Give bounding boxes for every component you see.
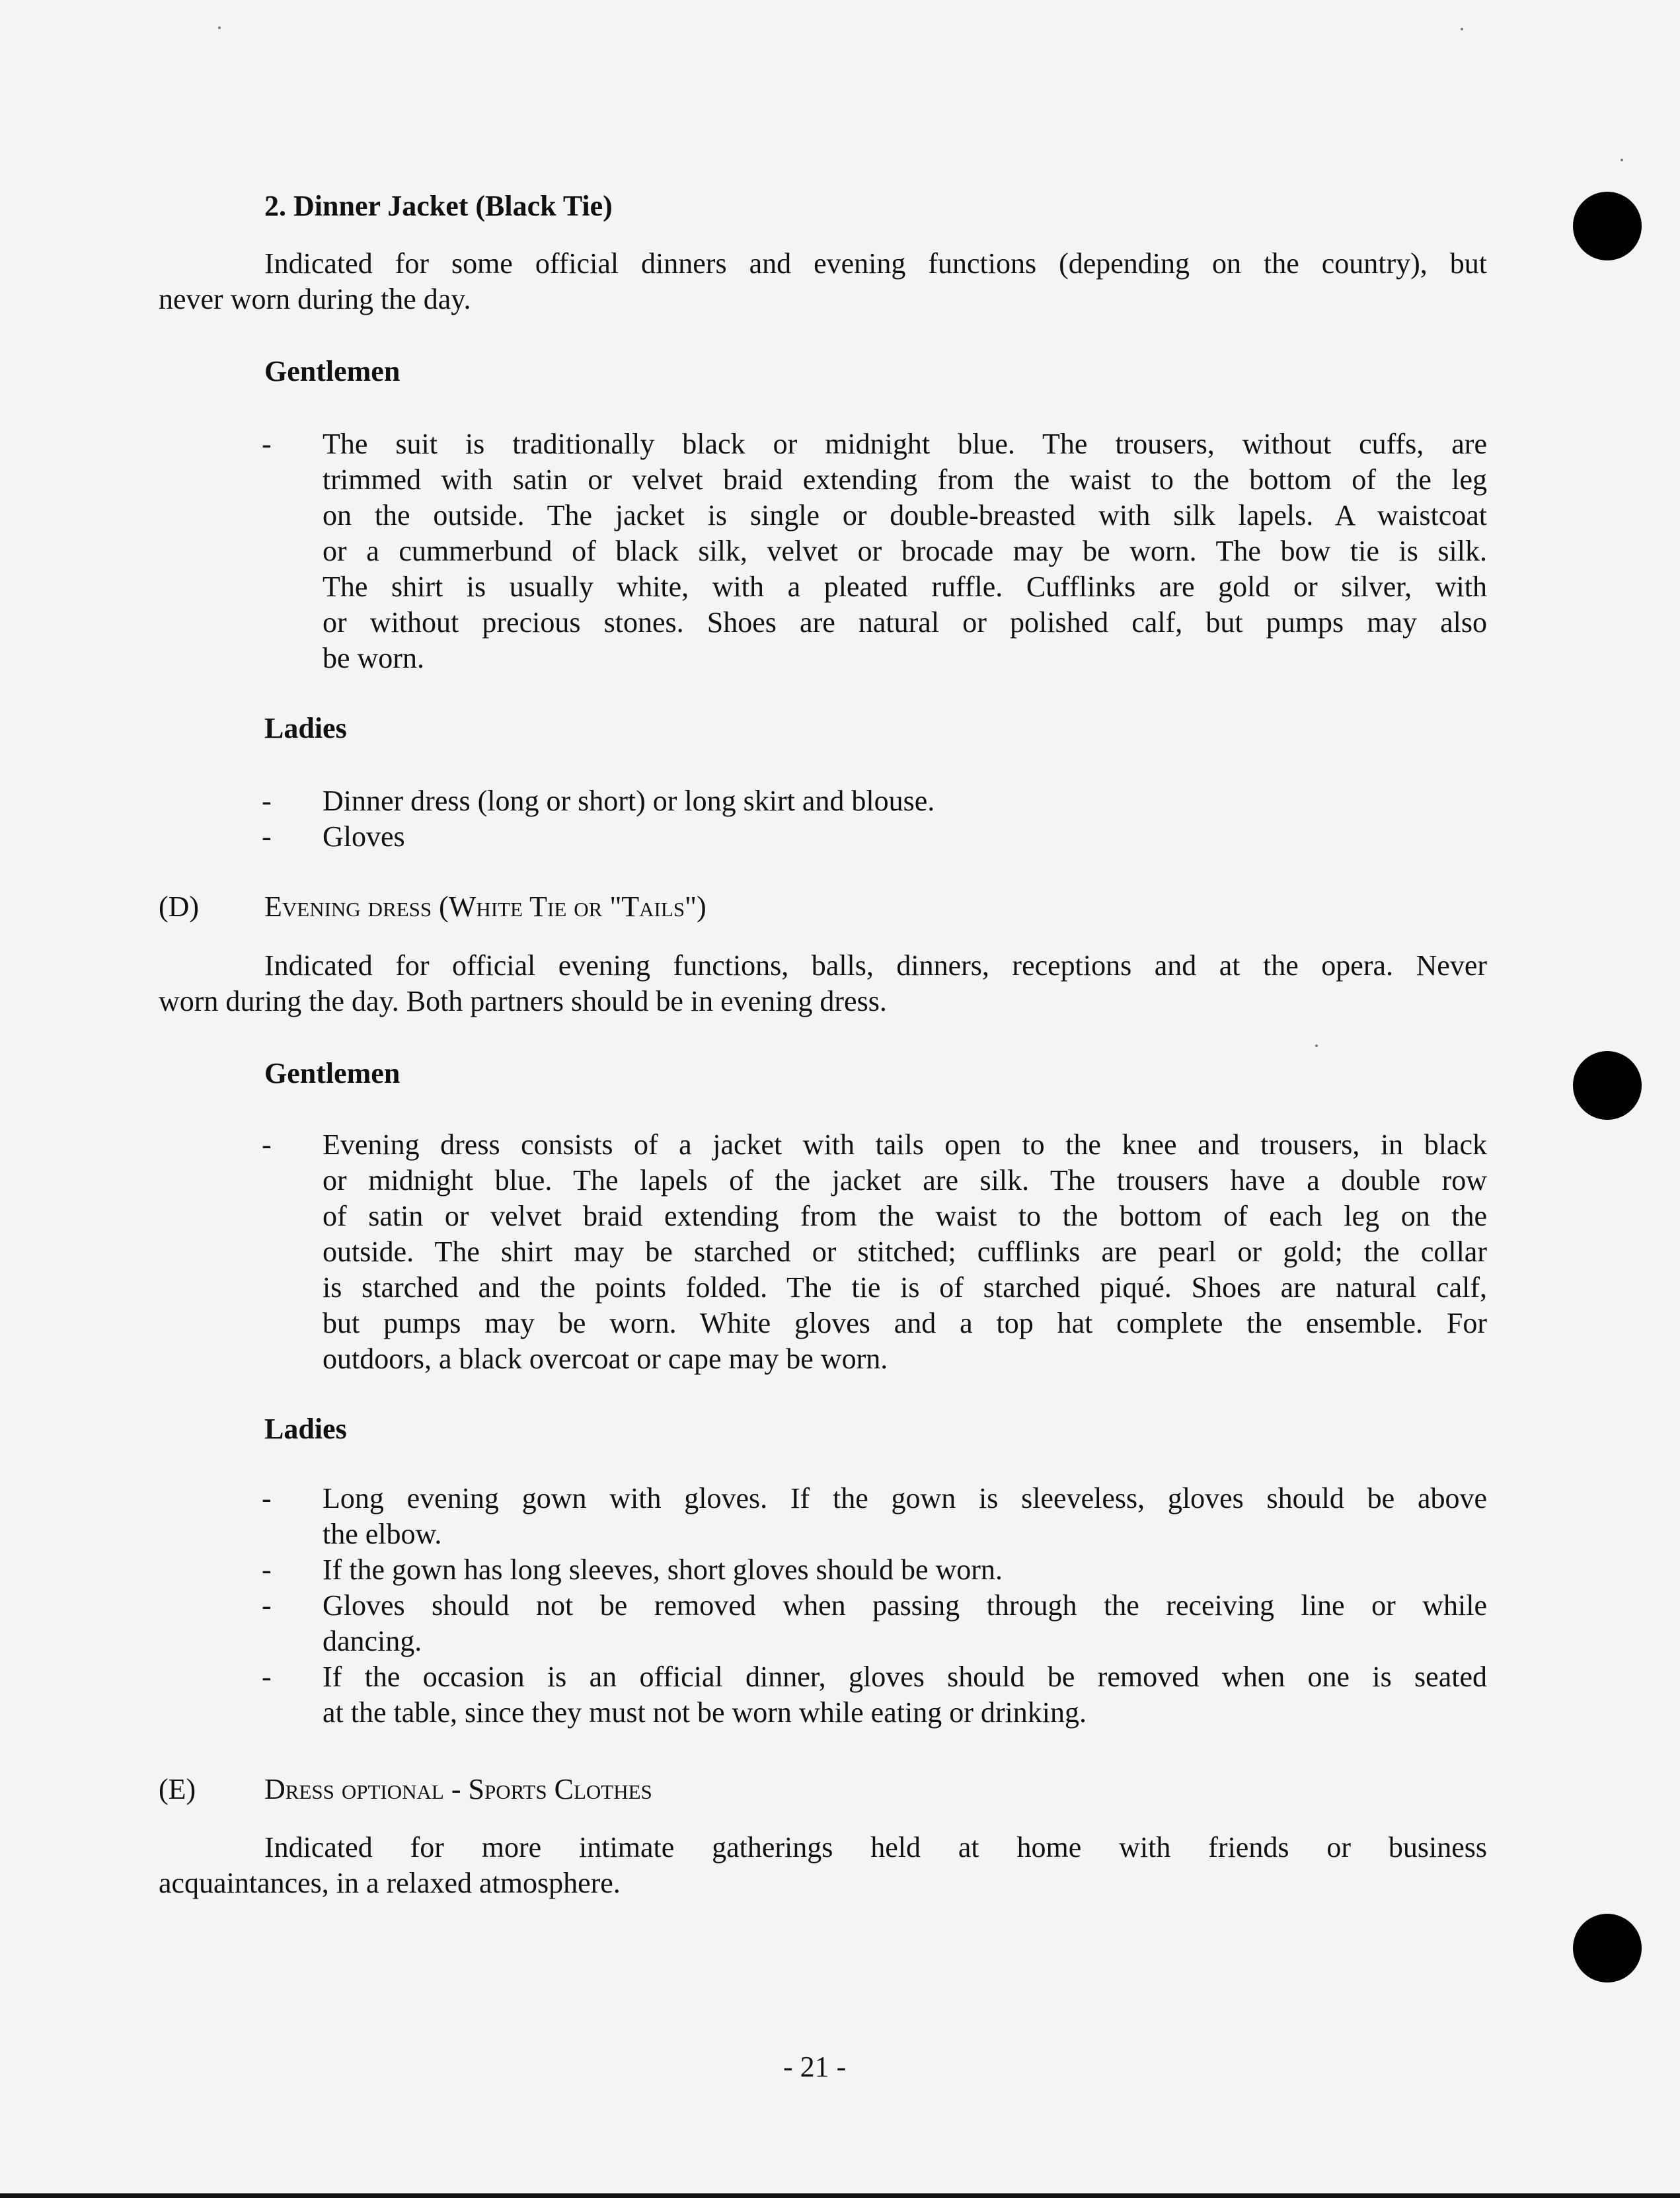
text-line: dancing. xyxy=(323,1625,422,1657)
page-number: - 21 - xyxy=(783,2051,847,2083)
list-item xyxy=(323,1659,1487,1731)
text-line: outdoors, a black overcoat or cape may be worn. xyxy=(323,1343,888,1375)
list-dash: - xyxy=(262,785,272,817)
speck xyxy=(1315,1044,1318,1047)
text-line: Evening dress consists of a jacket with tails open to the knee and trousers, in black xyxy=(323,1128,1487,1161)
subheading-ladies: Ladies xyxy=(264,712,347,744)
speck xyxy=(1461,28,1463,30)
list-dash: - xyxy=(262,1661,272,1693)
text-line: Indicated for some official dinners and evening functions (depending on the country), but xyxy=(264,247,1487,280)
text-line: If the occasion is an official dinner, gloves should be removed when one is seated xyxy=(323,1661,1487,1693)
text-line: never worn during the day. xyxy=(159,283,471,315)
text-line: The suit is traditionally black or midnight blue. The trousers, without cuffs, are xyxy=(323,428,1487,460)
text-line: of satin or velvet braid extending from the waist to the bottom of each leg on the xyxy=(323,1200,1487,1232)
speck xyxy=(218,26,221,29)
text-line: is starched and the points folded. The tie is of starched piqué. Shoes are natural calf, xyxy=(323,1271,1487,1304)
text-line: The shirt is usually white, with a pleated ruffle. Cufflinks are gold or silver, with xyxy=(323,570,1487,603)
text-line: worn during the day. Both partners should be in evening dress. xyxy=(159,985,887,1017)
section-heading-dinner-jacket: 2. Dinner Jacket (Black Tie) xyxy=(264,190,613,222)
scan-bottom-edge xyxy=(0,2193,1680,2198)
text-line: Indicated for more intimate gatherings held at home with friends or business xyxy=(264,1831,1487,1864)
text-line: the elbow. xyxy=(323,1518,442,1550)
list-dash: - xyxy=(262,1482,272,1514)
subheading-ladies: Ladies xyxy=(264,1413,347,1445)
section-heading-dress-optional: Dress optional - Sports Clothes xyxy=(264,1773,652,1805)
text-line: be worn. xyxy=(323,642,424,674)
list-dash: - xyxy=(262,1589,272,1622)
list-item xyxy=(323,426,1487,676)
text-line: Indicated for official evening functions, balls, dinners, receptions and at the opera. Never xyxy=(264,949,1487,982)
list-item xyxy=(323,1127,1487,1377)
text-line: Long evening gown with gloves. If the gown is sleeveless, gloves should be above xyxy=(323,1482,1487,1514)
list-item: Gloves xyxy=(323,820,405,853)
list-item: Dinner dress (long or short) or long skirt and blouse. xyxy=(323,785,935,817)
speck xyxy=(1621,159,1623,161)
list-dash: - xyxy=(262,428,272,460)
list-item xyxy=(323,1481,1487,1552)
text-line: acquaintances, in a relaxed atmosphere. xyxy=(159,1867,621,1899)
section-heading-evening-dress: Evening dress (White Tie or "Tails") xyxy=(264,890,706,923)
text-line: at the table, since they must not be worn while eating or drinking. xyxy=(323,1696,1087,1729)
list-dash: - xyxy=(262,820,272,853)
subheading-gentlemen: Gentlemen xyxy=(264,355,401,387)
list-item xyxy=(323,1588,1487,1659)
section-intro-dress-optional xyxy=(159,1830,1487,1901)
punch-hole-top xyxy=(1573,192,1642,260)
text-line: or midnight blue. The lapels of the jacket are silk. The trousers have a double row xyxy=(323,1164,1487,1197)
text-line: If the gown has long sleeves, short gloves should be worn. xyxy=(323,1553,1003,1586)
section-intro-dinner-jacket xyxy=(159,246,1487,317)
punch-hole-bottom xyxy=(1573,1914,1642,1982)
list-dash: - xyxy=(262,1553,272,1586)
text-line: on the outside. The jacket is single or double-breasted with silk lapels. A waistcoat xyxy=(323,499,1487,531)
text-line: Gloves should not be removed when passing through the receiving line or while xyxy=(323,1589,1487,1622)
text-line: but pumps may be worn. White gloves and a top hat complete the ensemble. For xyxy=(323,1307,1487,1339)
text-line: outside. The shirt may be starched or stitched; cufflinks are pearl or gold; the collar xyxy=(323,1236,1487,1268)
section-intro-evening-dress xyxy=(159,948,1487,1019)
text-line: trimmed with satin or velvet braid extending from the waist to the bottom of the leg xyxy=(323,463,1487,496)
subheading-gentlemen: Gentlemen xyxy=(264,1057,401,1089)
section-label-e: (E) xyxy=(159,1773,196,1805)
list-item xyxy=(323,1552,1487,1588)
list-dash: - xyxy=(262,1128,272,1161)
text-line: or without precious stones. Shoes are natural or polished calf, but pumps may also xyxy=(323,606,1487,639)
section-label-d: (D) xyxy=(159,890,200,923)
text-line: or a cummerbund of black silk, velvet or brocade may be worn. The bow tie is silk. xyxy=(323,535,1487,567)
punch-hole-middle xyxy=(1573,1051,1642,1120)
